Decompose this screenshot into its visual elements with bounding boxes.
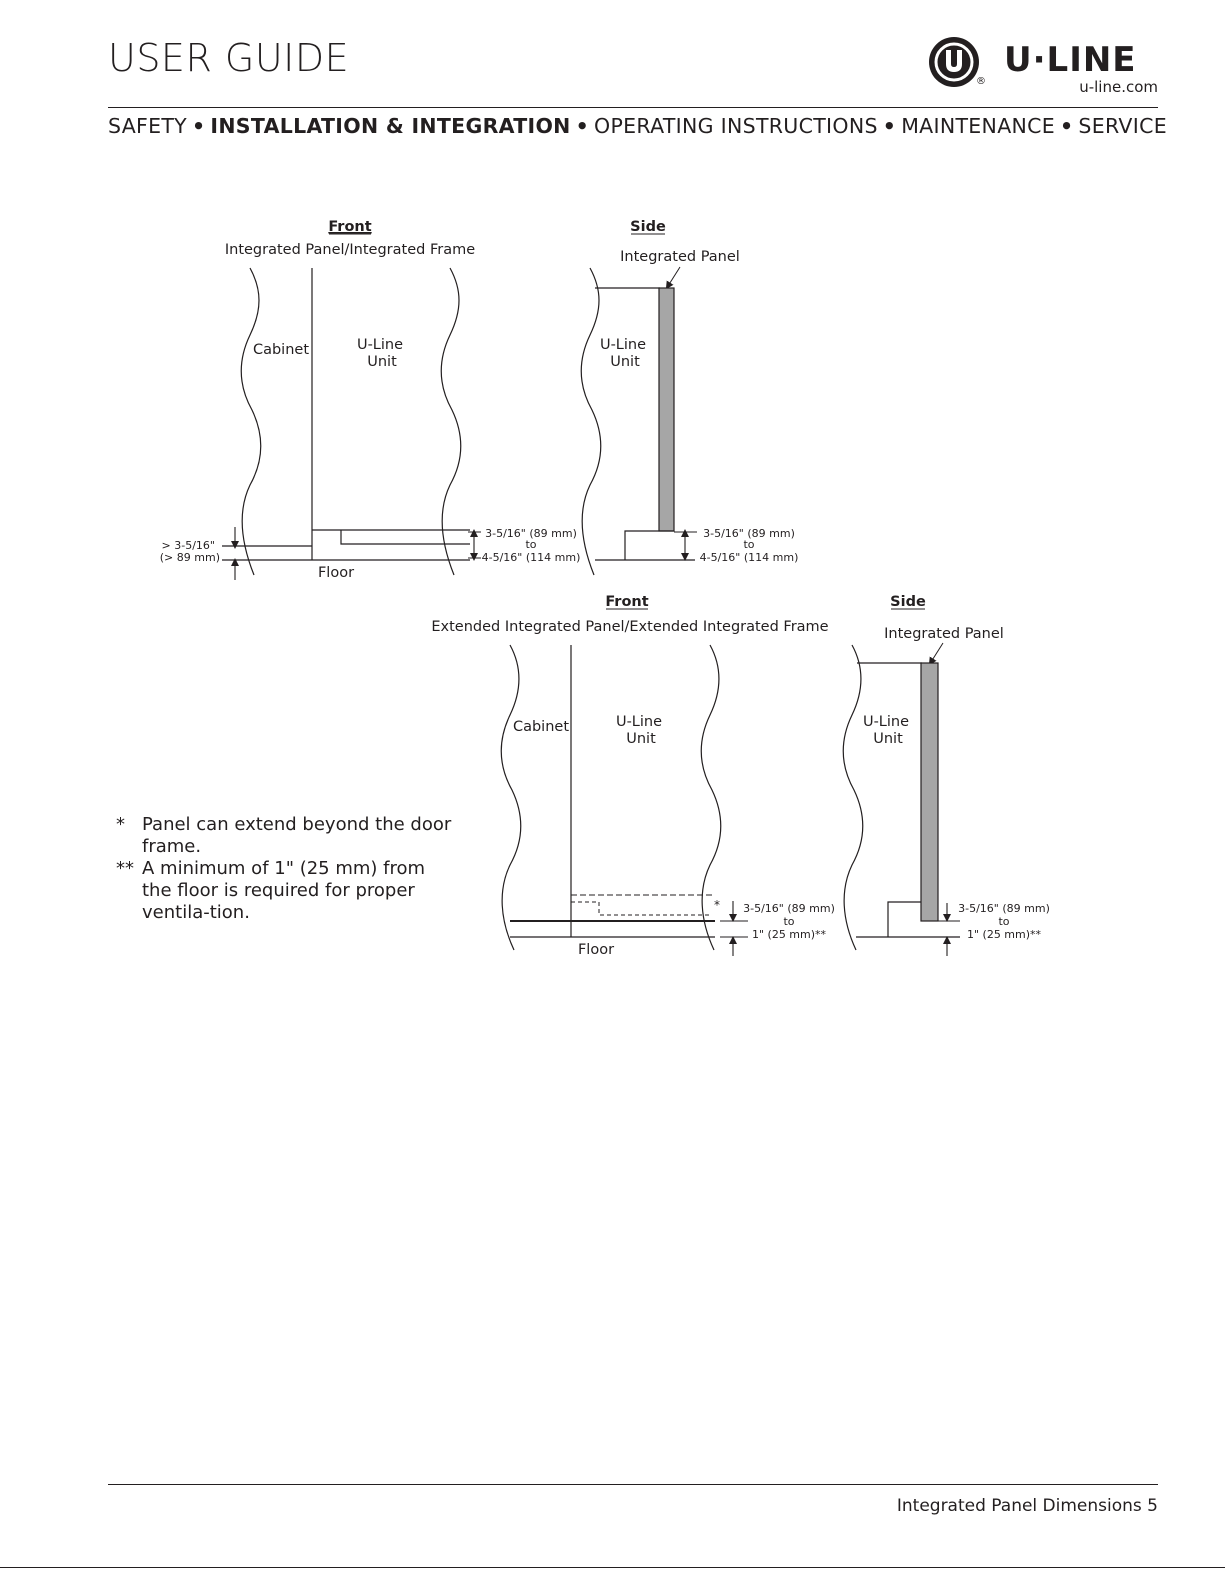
d1-left-dim-1: > 3-5/16": [161, 539, 215, 552]
website-url: u-line.com: [1079, 78, 1158, 96]
d2-floor-label: Floor: [577, 942, 615, 958]
d2-front-dim-3: 1" (25 mm)**: [751, 928, 827, 941]
logo-wordmark: U·LINE: [1004, 40, 1137, 80]
nav-item-safety: SAFETY: [108, 114, 188, 138]
d1-side-dim-2: to: [743, 538, 755, 551]
d2-unit-label-1: U-Line: [615, 714, 663, 730]
footnote-1-text: Panel can extend beyond the door frame.: [142, 814, 452, 857]
d2-side-callout-leader: [931, 643, 943, 662]
footnote-1: [116, 814, 456, 858]
d1-side-dim-3: 4-5/16" (114 mm): [699, 551, 799, 564]
footnote-2: [116, 858, 456, 924]
nav-separator: •: [1060, 114, 1074, 138]
d1-side-callout: Integrated Panel: [620, 249, 740, 265]
d2-side-unit-2: Unit: [873, 731, 903, 747]
d2-front-subtitle: Extended Integrated Panel/Extended Integrated Frame: [431, 619, 829, 635]
d1-side-unit-2: Unit: [610, 354, 640, 370]
nav-item-installation: INSTALLATION & INTEGRATION: [210, 114, 571, 138]
d2-side-wavy-edge: [843, 645, 863, 950]
d1-side-wavy-edge: [581, 268, 601, 575]
d2-side-unit-1: U-Line: [862, 714, 910, 730]
footer-divider: [108, 1484, 1158, 1485]
d2-side-dim-1: 3-5/16" (89 mm): [958, 902, 1050, 915]
d1-side-dim-1: 3-5/16" (89 mm): [703, 527, 795, 540]
nav-item-operating: OPERATING INSTRUCTIONS: [594, 114, 878, 138]
d1-front-dim-2: to: [525, 538, 537, 551]
nav-separator: •: [192, 114, 206, 138]
d2-side-heading: Side: [890, 594, 926, 610]
d1-side-base: [625, 531, 674, 560]
footnote-2-mark: **: [116, 858, 134, 879]
footnotes: [116, 814, 456, 924]
d1-cabinet-wavy-edge: [241, 268, 261, 575]
diagram1-front: [160, 219, 581, 581]
d2-side-dim-2: to: [998, 915, 1010, 928]
d1-left-dim-2: (> 89 mm): [159, 551, 220, 564]
d1-front-heading: Front: [328, 219, 372, 235]
d2-side-base: [888, 902, 921, 937]
nav-separator: •: [882, 114, 897, 138]
d1-side-unit-1: U-Line: [599, 337, 647, 353]
d2-integrated-panel: [921, 663, 938, 921]
d1-unit-label-1: U-Line: [356, 337, 404, 353]
footnote-1-mark: *: [116, 814, 125, 835]
nav-item-maintenance: MAINTENANCE: [901, 114, 1056, 138]
d1-floor-label: Floor: [317, 565, 355, 581]
d1-toe-kick: [341, 530, 470, 544]
d1-front-dim-3: 4-5/16" (114 mm): [481, 551, 581, 564]
diagram1-side: [581, 219, 798, 575]
nav-separator: •: [575, 114, 590, 138]
d1-side-heading: Side: [630, 219, 666, 235]
d2-side-callout: Integrated Panel: [884, 626, 1004, 642]
d1-unit-label-2: Unit: [367, 354, 397, 370]
d2-front-dim-2: to: [783, 915, 795, 928]
d2-unit-label-2: Unit: [626, 731, 656, 747]
d2-cabinet-wavy-edge: [501, 645, 521, 950]
d2-cabinet-label: Cabinet: [512, 719, 570, 735]
document-title: USER GUIDE: [108, 36, 350, 80]
d1-front-dim-1: 3-5/16" (89 mm): [485, 527, 577, 540]
nav-item-service: SERVICE: [1078, 114, 1167, 138]
d2-toe-dashed: [571, 902, 710, 915]
d1-front-subtitle: Integrated Panel/Integrated Frame: [224, 242, 476, 258]
d1-unit-wavy-edge: [441, 268, 461, 575]
page-edge-line: [0, 1567, 1225, 1568]
diagram2-front: [431, 594, 834, 958]
d2-front-heading: Front: [605, 594, 649, 610]
d2-side-dim-3: 1" (25 mm)**: [966, 928, 1042, 941]
diagram2-side: [843, 594, 1050, 956]
d2-front-dim-1: 3-5/16" (89 mm): [743, 902, 835, 915]
d1-side-callout-leader: [668, 267, 680, 286]
footnote-2-text: A minimum of 1" (25 mm) from the floor is required for proper ventila-tion.: [142, 858, 426, 923]
d1-integrated-panel: [659, 288, 674, 531]
page-footer: Integrated Panel Dimensions 5: [896, 1496, 1158, 1516]
registered-mark: ®: [976, 76, 986, 87]
d2-asterisk: *: [714, 898, 720, 912]
d1-cabinet-label: Cabinet: [252, 342, 310, 358]
